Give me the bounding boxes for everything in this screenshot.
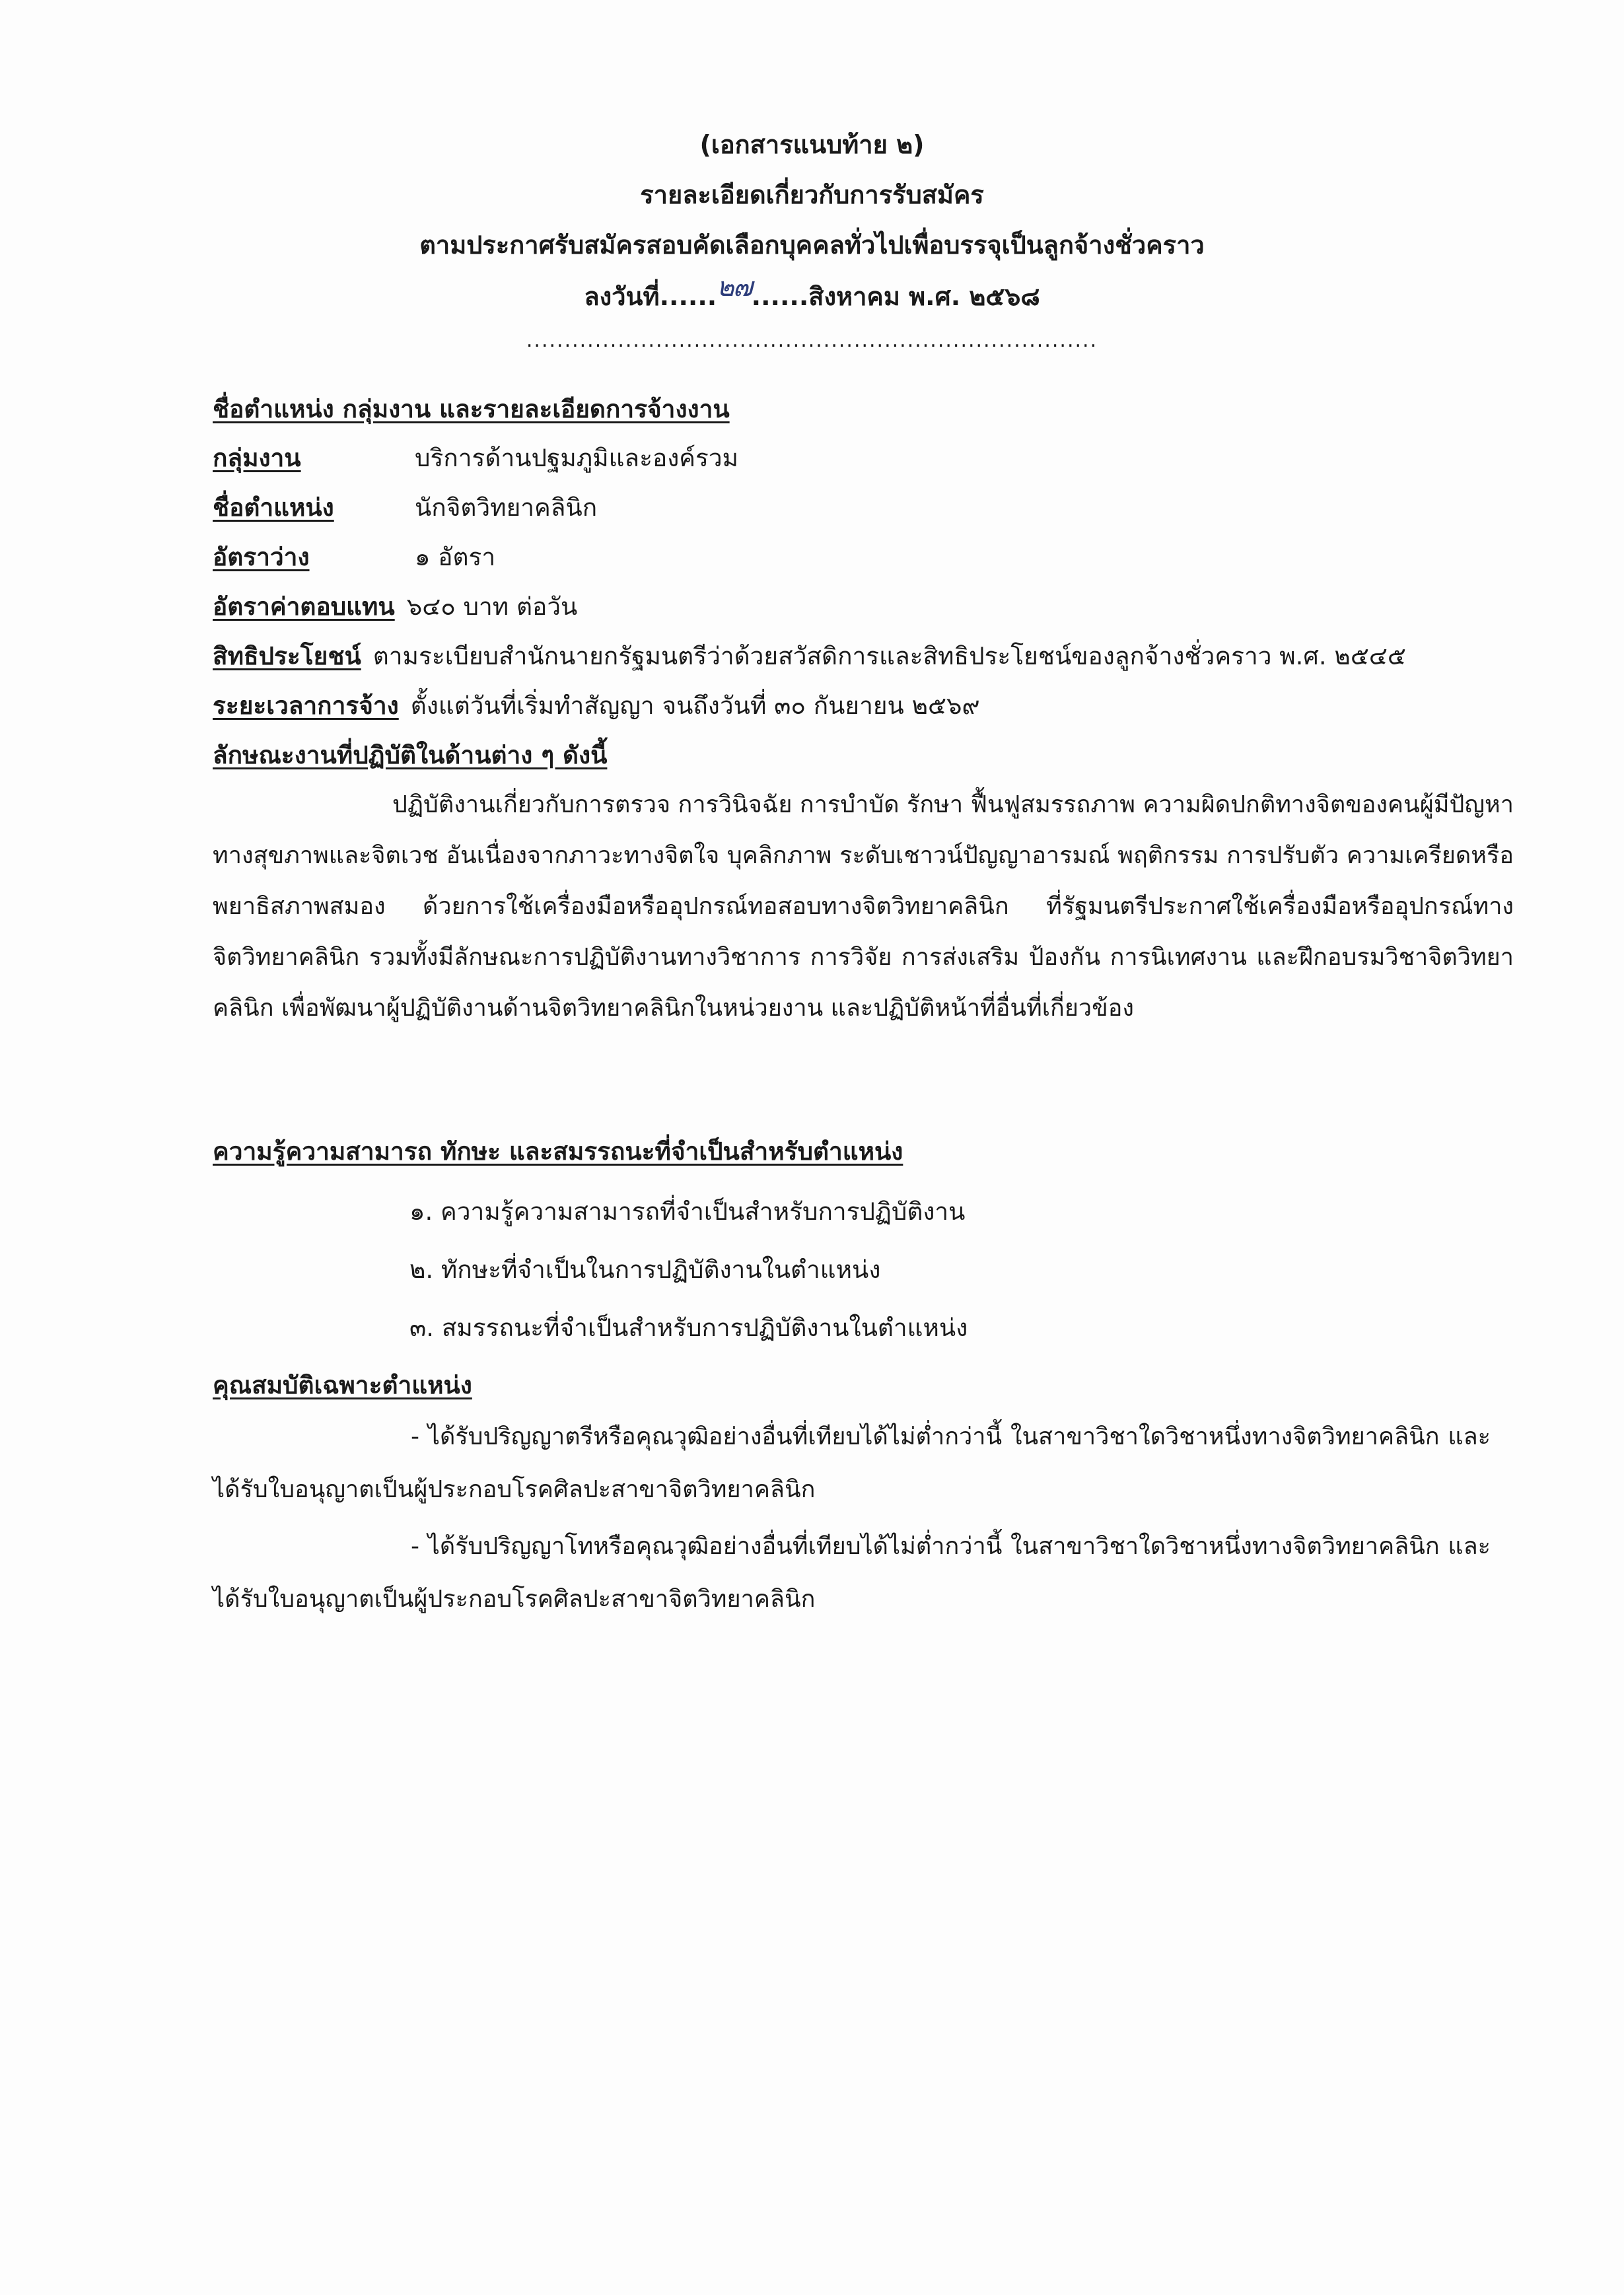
- field-wage: [213, 587, 577, 626]
- attachment-label: (เอกสารแนบท้าย ๒): [699, 130, 925, 159]
- announcement-title: ตามประกาศรับสมัครสอบคัดเลือกบุคคลทั่วไปเพื่อบรรจุเป็นลูกจ้างชั่วคราว: [419, 230, 1205, 260]
- section-title-text: ชื่อตำแหน่ง กลุ่มงาน และรายละเอียดการจ้างงาน: [213, 395, 730, 423]
- qualification-item: - ได้รับปริญญาตรีหรือคุณวุฒิอย่างอื่นที่เทียบได้ไม่ต่ำกว่านี้ ในสาขาวิชาใดวิชาหนึ่งทางจิตวิทยาคลินิก และได้รับใบอนุญาตเป็นผู้ประกอบโรคศิลปะสาขาจิตวิทยาคลินิก: [213, 1423, 1491, 1503]
- qualification-heading: [213, 1366, 472, 1405]
- period-label: ระยะเวลาการจ้าง: [213, 691, 399, 720]
- duties-heading: [213, 736, 607, 775]
- header-divider: ...........................................................................: [526, 329, 1098, 352]
- document-title: รายละเอียดเกี่ยวกับการรับสมัคร: [640, 180, 984, 209]
- date-dots-before: ......: [659, 282, 717, 311]
- wage-label: อัตราค่าตอบแทน: [213, 592, 395, 621]
- wage-value: ๖๔๐ บาท ต่อวัน: [406, 592, 578, 621]
- qualification-item: - ได้รับปริญญาโทหรือคุณวุฒิอย่างอื่นที่เทียบได้ไม่ต่ำกว่านี้ ในสาขาวิชาใดวิชาหนึ่งทางจิตวิทยาคลินิก และได้รับใบอนุญาตเป็นผู้ประกอบโรคศิลปะสาขาจิตวิทยาคลินิก: [213, 1533, 1491, 1613]
- date-dots-after: ......: [751, 282, 809, 311]
- group-label: กลุ่มงาน: [213, 444, 301, 472]
- competency-item: ๒. ทักษะที่จำเป็นในการปฏิบัติงานในตำแหน่ง: [409, 1255, 881, 1284]
- vacancy-label: อัตราว่าง: [213, 543, 310, 571]
- field-period: [213, 686, 980, 725]
- competency-title: ความรู้ความสามารถ ทักษะ และสมรรถนะที่จำเป็นสำหรับตำแหน่ง: [213, 1137, 903, 1166]
- section-title: [213, 390, 730, 429]
- handwritten-day: ๒๗: [717, 272, 752, 302]
- field-vacancy: [213, 538, 496, 577]
- benefit-label: สิทธิประโยชน์: [213, 642, 361, 670]
- period-value: ตั้งแต่วันที่เริ่มทำสัญญา จนถึงวันที่ ๓๐ กันยายน ๒๕๖๙: [410, 691, 980, 720]
- field-group: [213, 439, 739, 477]
- competency-heading: [213, 1132, 903, 1171]
- qualification-title: คุณสมบัติเฉพาะตำแหน่ง: [213, 1371, 472, 1399]
- vacancy-value: ๑ อัตรา: [415, 543, 496, 571]
- announcement-date: [0, 272, 1624, 317]
- position-value: นักจิตวิทยาคลินิก: [415, 493, 598, 522]
- group-value: บริการด้านปฐมภูมิและองค์รวม: [415, 444, 739, 472]
- field-benefit: [213, 637, 1406, 676]
- date-prefix: ลงวันที่: [584, 282, 660, 311]
- date-suffix: สิงหาคม พ.ศ. ๒๕๖๘: [808, 282, 1040, 311]
- duties-body: ปฏิบัติงานเกี่ยวกับการตรวจ การวินิจฉัย การบำบัด รักษา ฟื้นฟูสมรรถภาพ ความผิดปกติทางจิตของคนผู้มีปัญหาทางสุขภาพและจิตเวช อันเนื่องจากภาวะทางจิตใจ บุคลิกภาพ ระดับเชาวน์ปัญญาอารมณ์ พฤติกรรม การปรับตัว ความเครียดหรือพยาธิสภาพสมอง ด้วยการใช้เครื่องมือหรืออุปกรณ์ทอสอบทางจิตวิทยาคลินิก ที่รัฐมนตรีประกาศใช้เครื่องมือหรืออุปกรณ์ทางจิตวิทยาคลินิก รวมทั้งมีลักษณะการปฏิบัติงานทางวิชาการ การวิจัย การส่งเสริม ป้องกัน การนิเทศงาน และฝึกอบรมวิชาจิตวิทยาคลินิก เพื่อพัฒนาผู้ปฏิบัติงานด้านจิตวิทยาคลินิกในหน่วยงาน และปฏิบัติหน้าที่อื่นที่เกี่ยวข้อง: [213, 791, 1514, 1022]
- competency-item: ๑. ความรู้ความสามารถที่จำเป็นสำหรับการปฏิบัติงาน: [409, 1197, 966, 1226]
- competency-item: ๓. สมรรถนะที่จำเป็นสำหรับการปฏิบัติงานในตำแหน่ง: [409, 1314, 968, 1342]
- duties-title: ลักษณะงานที่ปฏิบัติในด้านต่าง ๆ ดังนี้: [213, 741, 608, 769]
- benefit-value: ตามระเบียบสำนักนายกรัฐมนตรีว่าด้วยสวัสดิการและสิทธิประโยชน์ของลูกจ้างชั่วคราว พ.ศ. ๒๕๔๕: [372, 642, 1406, 670]
- position-label: ชื่อตำแหน่ง: [213, 493, 334, 522]
- field-position: [213, 488, 598, 527]
